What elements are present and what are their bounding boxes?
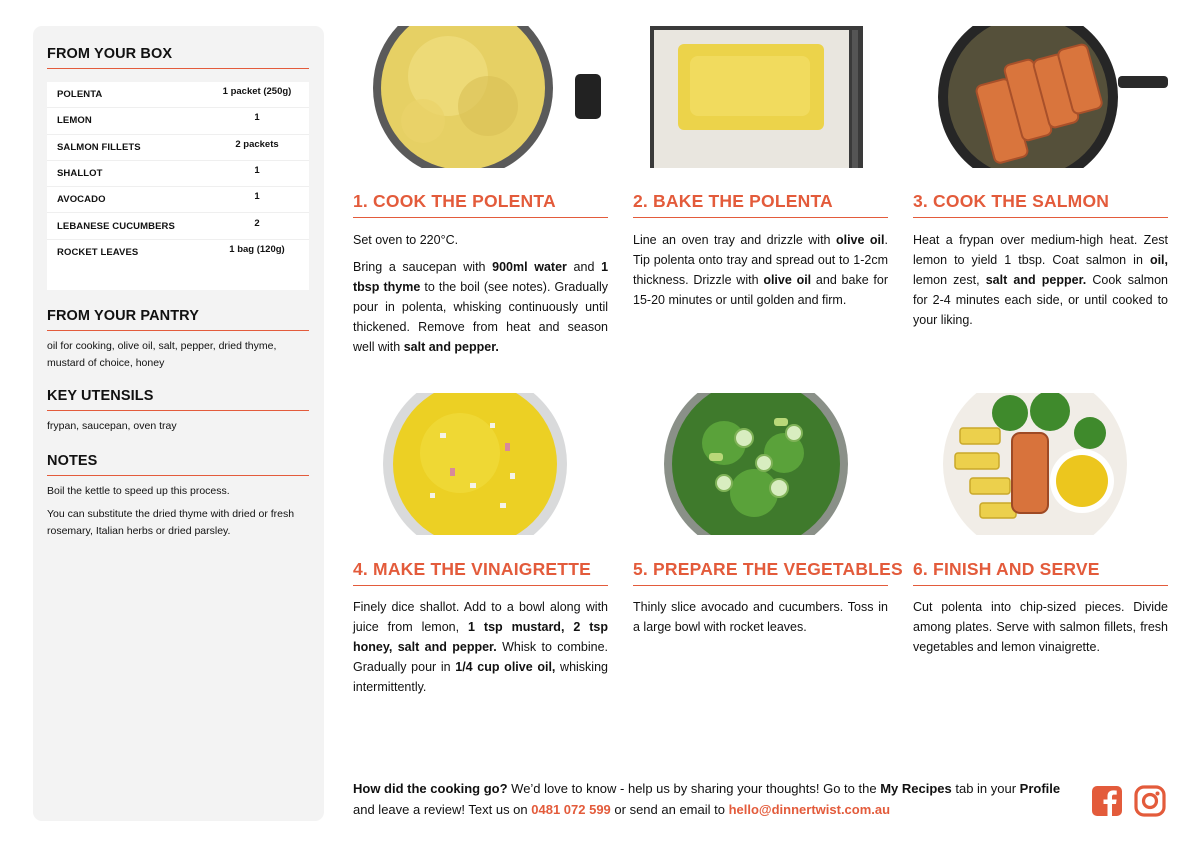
- instagram-icon[interactable]: [1134, 785, 1166, 817]
- step-4-body: Finely dice shallot. Add to a bowl along with juice from lemon, 1 tsp mustard, 2 tsp honey, salt and pepper. Whisk to combine. Gradually pour in 1/4 cup olive oil, whisking intermittently.: [353, 600, 608, 694]
- ingredient-name: ROCKET LEAVES: [57, 247, 139, 259]
- step-5-body: Thinly slice avocado and cucumbers. Toss in a large bowl with rocket leaves.: [633, 600, 888, 634]
- email-link[interactable]: hello@dinnertwist.com.au: [728, 802, 891, 817]
- phone-link[interactable]: 0481 072 599: [531, 802, 611, 817]
- table-row: [47, 135, 309, 161]
- table-row: [47, 187, 309, 213]
- box-heading: FROM YOUR BOX: [47, 46, 309, 69]
- step-3-title: 3. COOK THE SALMON: [913, 191, 1168, 218]
- ingredient-name: SHALLOT: [57, 168, 103, 180]
- step-6-title: 6. FINISH AND SERVE: [913, 559, 1168, 586]
- ingredient-name: POLENTA: [57, 89, 103, 101]
- step-5-photo: [664, 393, 848, 535]
- step-6-photo: [940, 393, 1130, 535]
- ingredient-qty: 1 packet (250g): [222, 86, 292, 98]
- table-row: [47, 161, 309, 187]
- table-row: [47, 108, 309, 134]
- step-3-photo: [913, 26, 1168, 168]
- profile-link[interactable]: Profile: [1019, 781, 1061, 796]
- ingredient-qty: 2: [254, 217, 260, 229]
- step-2-photo: [650, 26, 863, 168]
- table-row: [47, 82, 309, 108]
- ingredient-name: AVOCADO: [57, 194, 106, 206]
- ingredient-qty: 1: [254, 165, 260, 177]
- step-6-body: Cut polenta into chip-sized pieces. Divide among plates. Serve with salmon fillets, fresh vegetables and lemon vinaigrette.: [913, 600, 1168, 654]
- note-1: Boil the kettle to speed up this process.: [47, 485, 230, 497]
- my-recipes-link[interactable]: My Recipes: [880, 781, 952, 796]
- note-2: You can substitute the dried thyme with dried or fresh rosemary, Italian herbs or dried parsley.: [47, 508, 295, 537]
- step-1-photo: [353, 26, 608, 168]
- pantry-text: oil for cooking, olive oil, salt, pepper, dried thyme, mustard of choice, honey: [47, 340, 277, 369]
- ingredient-qty: 1: [254, 112, 260, 124]
- ingredients-sidebar: [33, 26, 324, 821]
- step-4-photo: [380, 393, 570, 535]
- ingredient-qty: 1 bag (120g): [229, 244, 285, 256]
- table-row: [47, 240, 309, 266]
- box-ingredients-table: [47, 82, 309, 290]
- facebook-icon[interactable]: [1091, 785, 1123, 817]
- pantry-heading: FROM YOUR PANTRY: [47, 308, 309, 331]
- pantry-section: [47, 308, 309, 372]
- step-2-title: 2. BAKE THE POLENTA: [633, 191, 888, 218]
- utensils-text: frypan, saucepan, oven tray: [47, 420, 177, 432]
- step-5-title: 5. PREPARE THE VEGETABLES: [633, 559, 888, 586]
- notes-section: [47, 453, 309, 540]
- ingredient-name: LEMON: [57, 115, 92, 127]
- utensils-heading: KEY UTENSILS: [47, 388, 309, 411]
- table-row: [47, 213, 309, 239]
- ingredient-name: LEBANESE CUCUMBERS: [57, 220, 175, 232]
- ingredient-qty: 1: [254, 191, 260, 203]
- step-1-body: [353, 230, 608, 364]
- feedback-footer: How did the cooking go? We’d love to know - help us by sharing your thoughts! Go to the My Recipes tab in your Profile and leave a review! Text us on 0481 072 599 or send an email to hello@dinnertwist.com.au: [353, 781, 1061, 817]
- step-3-body: Heat a frypan over medium-high heat. Zest lemon to yield 1 tbsp. Coat salmon in oil, lemon zest, salt and pepper. Cook salmon for 2-4 minutes each side, or until cooked to your liking.: [913, 233, 1168, 327]
- ingredient-name: SALMON FILLETS: [57, 141, 141, 153]
- notes-heading: NOTES: [47, 453, 309, 476]
- step-1-p1: Set oven to 220°C.: [353, 233, 459, 247]
- feedback-question: How did the cooking go?: [353, 781, 508, 796]
- step-1-title: 1. COOK THE POLENTA: [353, 191, 608, 218]
- step-2-body: Line an oven tray and drizzle with olive oil. Tip polenta onto tray and spread out to 1-2cm thickness. Drizzle with olive oil and bake for 15-20 minutes or until golden and firm.: [633, 233, 889, 307]
- step-4-title: 4. MAKE THE VINAIGRETTE: [353, 559, 608, 586]
- step-1-p2: Bring a saucepan with 900ml water and 1 tbsp thyme to the boil (see notes). Gradually pour in polenta, whisking continuously until thickened. Remove from heat and season well with salt and pepper.: [353, 260, 609, 354]
- utensils-section: [47, 388, 309, 435]
- ingredient-qty: 2 packets: [235, 138, 279, 150]
